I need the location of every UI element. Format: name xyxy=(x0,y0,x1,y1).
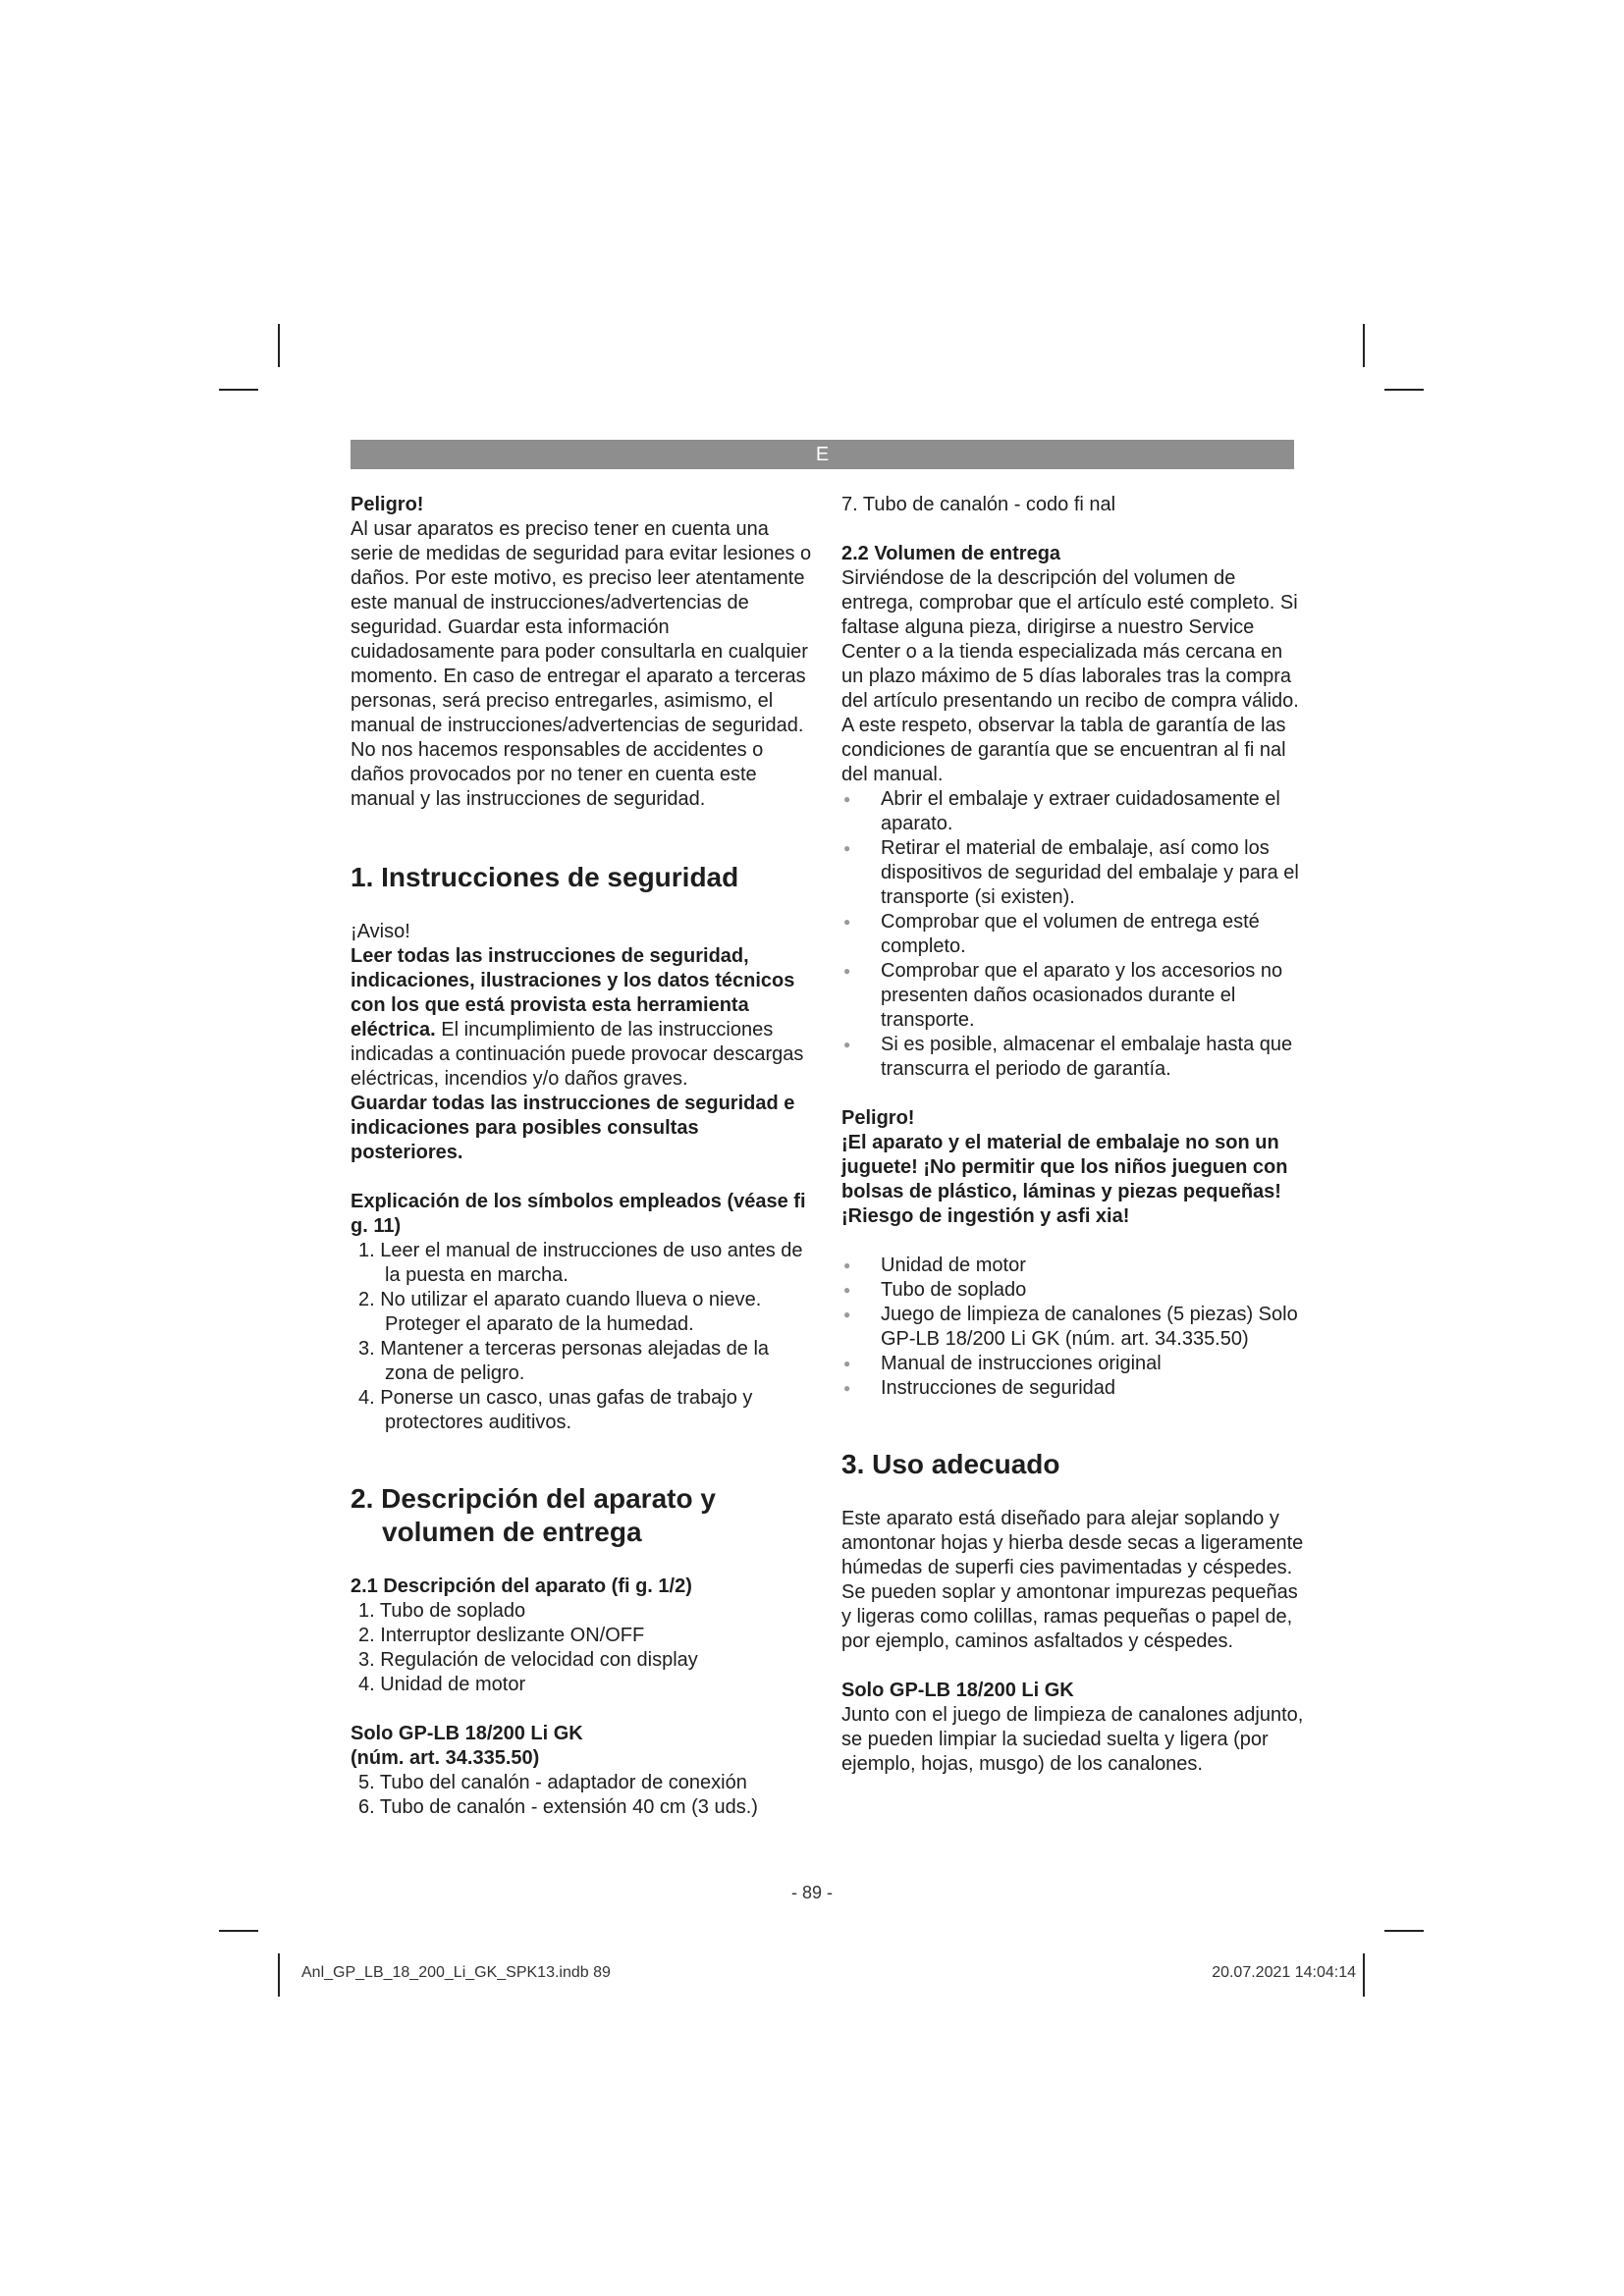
danger-text: Al usar aparatos es preciso tener en cuenta una serie de medidas de seguridad para evitar lesiones o daños. Por este motivo, es preciso leer atentamente este manual de instrucciones/advertencias de seguridad. Guardar esta información cuidadosamente para poder consultarla en cualquier momento. En caso de entregar el aparato a terceras personas, será preciso entregarles, asimismo, el manual de instrucciones/advertencias de seguridad. No nos hacemos responsables de accidentes o daños provocados por no tener en cuenta este manual y las instrucciones de seguridad. xyxy=(351,518,812,810)
contents-list xyxy=(841,1254,1306,1401)
model-article-number: (núm. art. 34.335.50) xyxy=(351,1747,540,1769)
list-item: ● Abrir el embalaje y extraer cuidadosamente el aparato. xyxy=(841,787,1306,836)
model-2-text: Junto con el juego de limpieza de canalones adjunto, se pueden limpiar la suciedad suelta y ligera (por ejemplo, hojas, musgo) de los canalones. xyxy=(841,1704,1304,1775)
list-item: 2. No utilizar el aparato cuando llueva o nieve. Proteger el aparato de la humedad. xyxy=(358,1289,762,1335)
list-item: ● Comprobar que el volumen de entrega esté completo. xyxy=(841,910,1306,959)
subsection-2-2-heading: 2.2 Volumen de entrega xyxy=(841,543,1061,564)
warning-keep-text: Guardar todas las instrucciones de seguridad e indicaciones para posibles consultas posteriores. xyxy=(351,1093,795,1163)
list-item: 3. Regulación de velocidad con display xyxy=(358,1649,698,1671)
delivery-text: Sirviéndose de la descripción del volumen de entrega, comprobar que el artículo esté completo. Si faltase alguna pieza, dirigirse a nuestro Service Center o a la tienda especializada más cercana en un plazo máximo de 5 días laborales tras la compra del artículo presentando un recibo de compra válido. A este respeto, observar la tabla de garantía de las condiciones de garantía que se encuentran al fi nal del manual. xyxy=(841,567,1299,785)
language-header-bar xyxy=(351,440,1294,469)
crop-mark xyxy=(278,324,280,367)
warning-title: ¡Aviso! xyxy=(351,921,410,942)
danger-2-title: Peligro! xyxy=(841,1107,915,1129)
list-item: ● Comprobar que el aparato y los accesorios no presenten daños ocasionados durante el transporte. xyxy=(841,959,1306,1033)
list-item: ● Manual de instrucciones original xyxy=(841,1352,1306,1376)
subsection-2-1-heading: 2.1 Descripción del aparato (fi g. 1/2) xyxy=(351,1575,692,1597)
crop-mark xyxy=(278,1953,280,1997)
list-item: 4. Ponerse un casco, unas gafas de trabajo y protectores auditivos. xyxy=(358,1387,753,1433)
footer-timestamp: 20.07.2021 14:04:14 xyxy=(1212,1964,1356,1981)
list-item: 3. Mantener a terceras personas alejadas de la zona de peligro. xyxy=(358,1338,770,1384)
crop-mark xyxy=(1384,389,1424,391)
language-label: E xyxy=(815,444,830,465)
list-item: ● Juego de limpieza de canalones (5 piezas) Solo GP-LB 18/200 Li GK (núm. art. 34.335.50) xyxy=(841,1303,1306,1352)
danger-title: Peligro! xyxy=(351,494,424,515)
parts-list xyxy=(351,1599,815,1697)
part-7: 7. Tubo de canalón - codo fi nal xyxy=(841,494,1116,515)
parts-list-extra xyxy=(351,1771,815,1820)
footer-filename: Anl_GP_LB_18_200_Li_GK_SPK13.indb 89 xyxy=(301,1964,611,1981)
list-item: 4. Unidad de motor xyxy=(358,1674,526,1695)
warning-text xyxy=(351,944,815,1092)
list-item: 1. Leer el manual de instrucciones de uso antes de la puesta en marcha. xyxy=(358,1240,803,1286)
warning-bold-text: Leer todas las instrucciones de seguridad, indicaciones, ilustraciones y los datos técnicos con los que está provista esta herramienta eléctrica. xyxy=(351,945,795,1041)
section-2-heading: 2. Descripción del aparato y volumen de entrega xyxy=(351,1483,716,1547)
symbols-list xyxy=(351,1239,815,1435)
warning-normal-text: El incumplimiento de las instrucciones indicadas a continuación puede provocar descargas eléctricas, incendios y/o daños graves. xyxy=(351,1019,804,1090)
crop-mark xyxy=(219,389,258,391)
list-item: 5. Tubo del canalón - adaptador de conexión xyxy=(358,1772,747,1793)
list-item: 6. Tubo de canalón - extensión 40 cm (3 uds.) xyxy=(358,1796,758,1818)
crop-mark xyxy=(1363,324,1365,367)
danger-2-text: ¡El aparato y el material de embalaje no son un juguete! ¡No permitir que los niños jueguen con bolsas de plástico, láminas y piezas pequeñas! ¡Riesgo de ingestión y asfi xia! xyxy=(841,1132,1288,1227)
page-number: - 89 - xyxy=(790,1883,833,1902)
crop-mark xyxy=(1363,1953,1365,1997)
list-item: 1. Tubo de soplado xyxy=(358,1600,526,1622)
delivery-steps-list xyxy=(841,787,1306,1082)
section-3-heading: 3. Uso adecuado xyxy=(841,1449,1060,1479)
list-item: 2. Interruptor deslizante ON/OFF xyxy=(358,1625,645,1646)
right-column xyxy=(841,493,1306,1777)
model-heading: Solo GP-LB 18/200 Li GK xyxy=(351,1723,583,1744)
symbols-heading: Explicación de los símbolos empleados (véase fi g. 11) xyxy=(351,1191,806,1237)
list-item: ● Tubo de soplado xyxy=(841,1278,1306,1303)
list-item: ● Retirar el material de embalaje, así como los dispositivos de seguridad del embalaje y para el transporte (si existen). xyxy=(841,836,1306,910)
model-2-heading: Solo GP-LB 18/200 Li GK xyxy=(841,1680,1074,1701)
left-column xyxy=(351,493,815,1820)
crop-mark xyxy=(219,1930,258,1932)
crop-mark xyxy=(1384,1930,1424,1932)
list-item: ● Si es posible, almacenar el embalaje hasta que transcurra el periodo de garantía. xyxy=(841,1033,1306,1082)
list-item: ● Instrucciones de seguridad xyxy=(841,1376,1306,1401)
intended-use-text: Este aparato está diseñado para alejar soplando y amontonar hojas y hierba desde secas a ligeramente húmedas de superfi cies pavimentadas y céspedes. Se pueden soplar y amontonar impurezas pequeñas y ligeras como colillas, ramas pequeñas o papel de, por ejemplo, caminos asfaltados y céspedes. xyxy=(841,1508,1304,1652)
section-1-heading: 1. Instrucciones de seguridad xyxy=(351,862,739,892)
list-item: ● Unidad de motor xyxy=(841,1254,1306,1278)
